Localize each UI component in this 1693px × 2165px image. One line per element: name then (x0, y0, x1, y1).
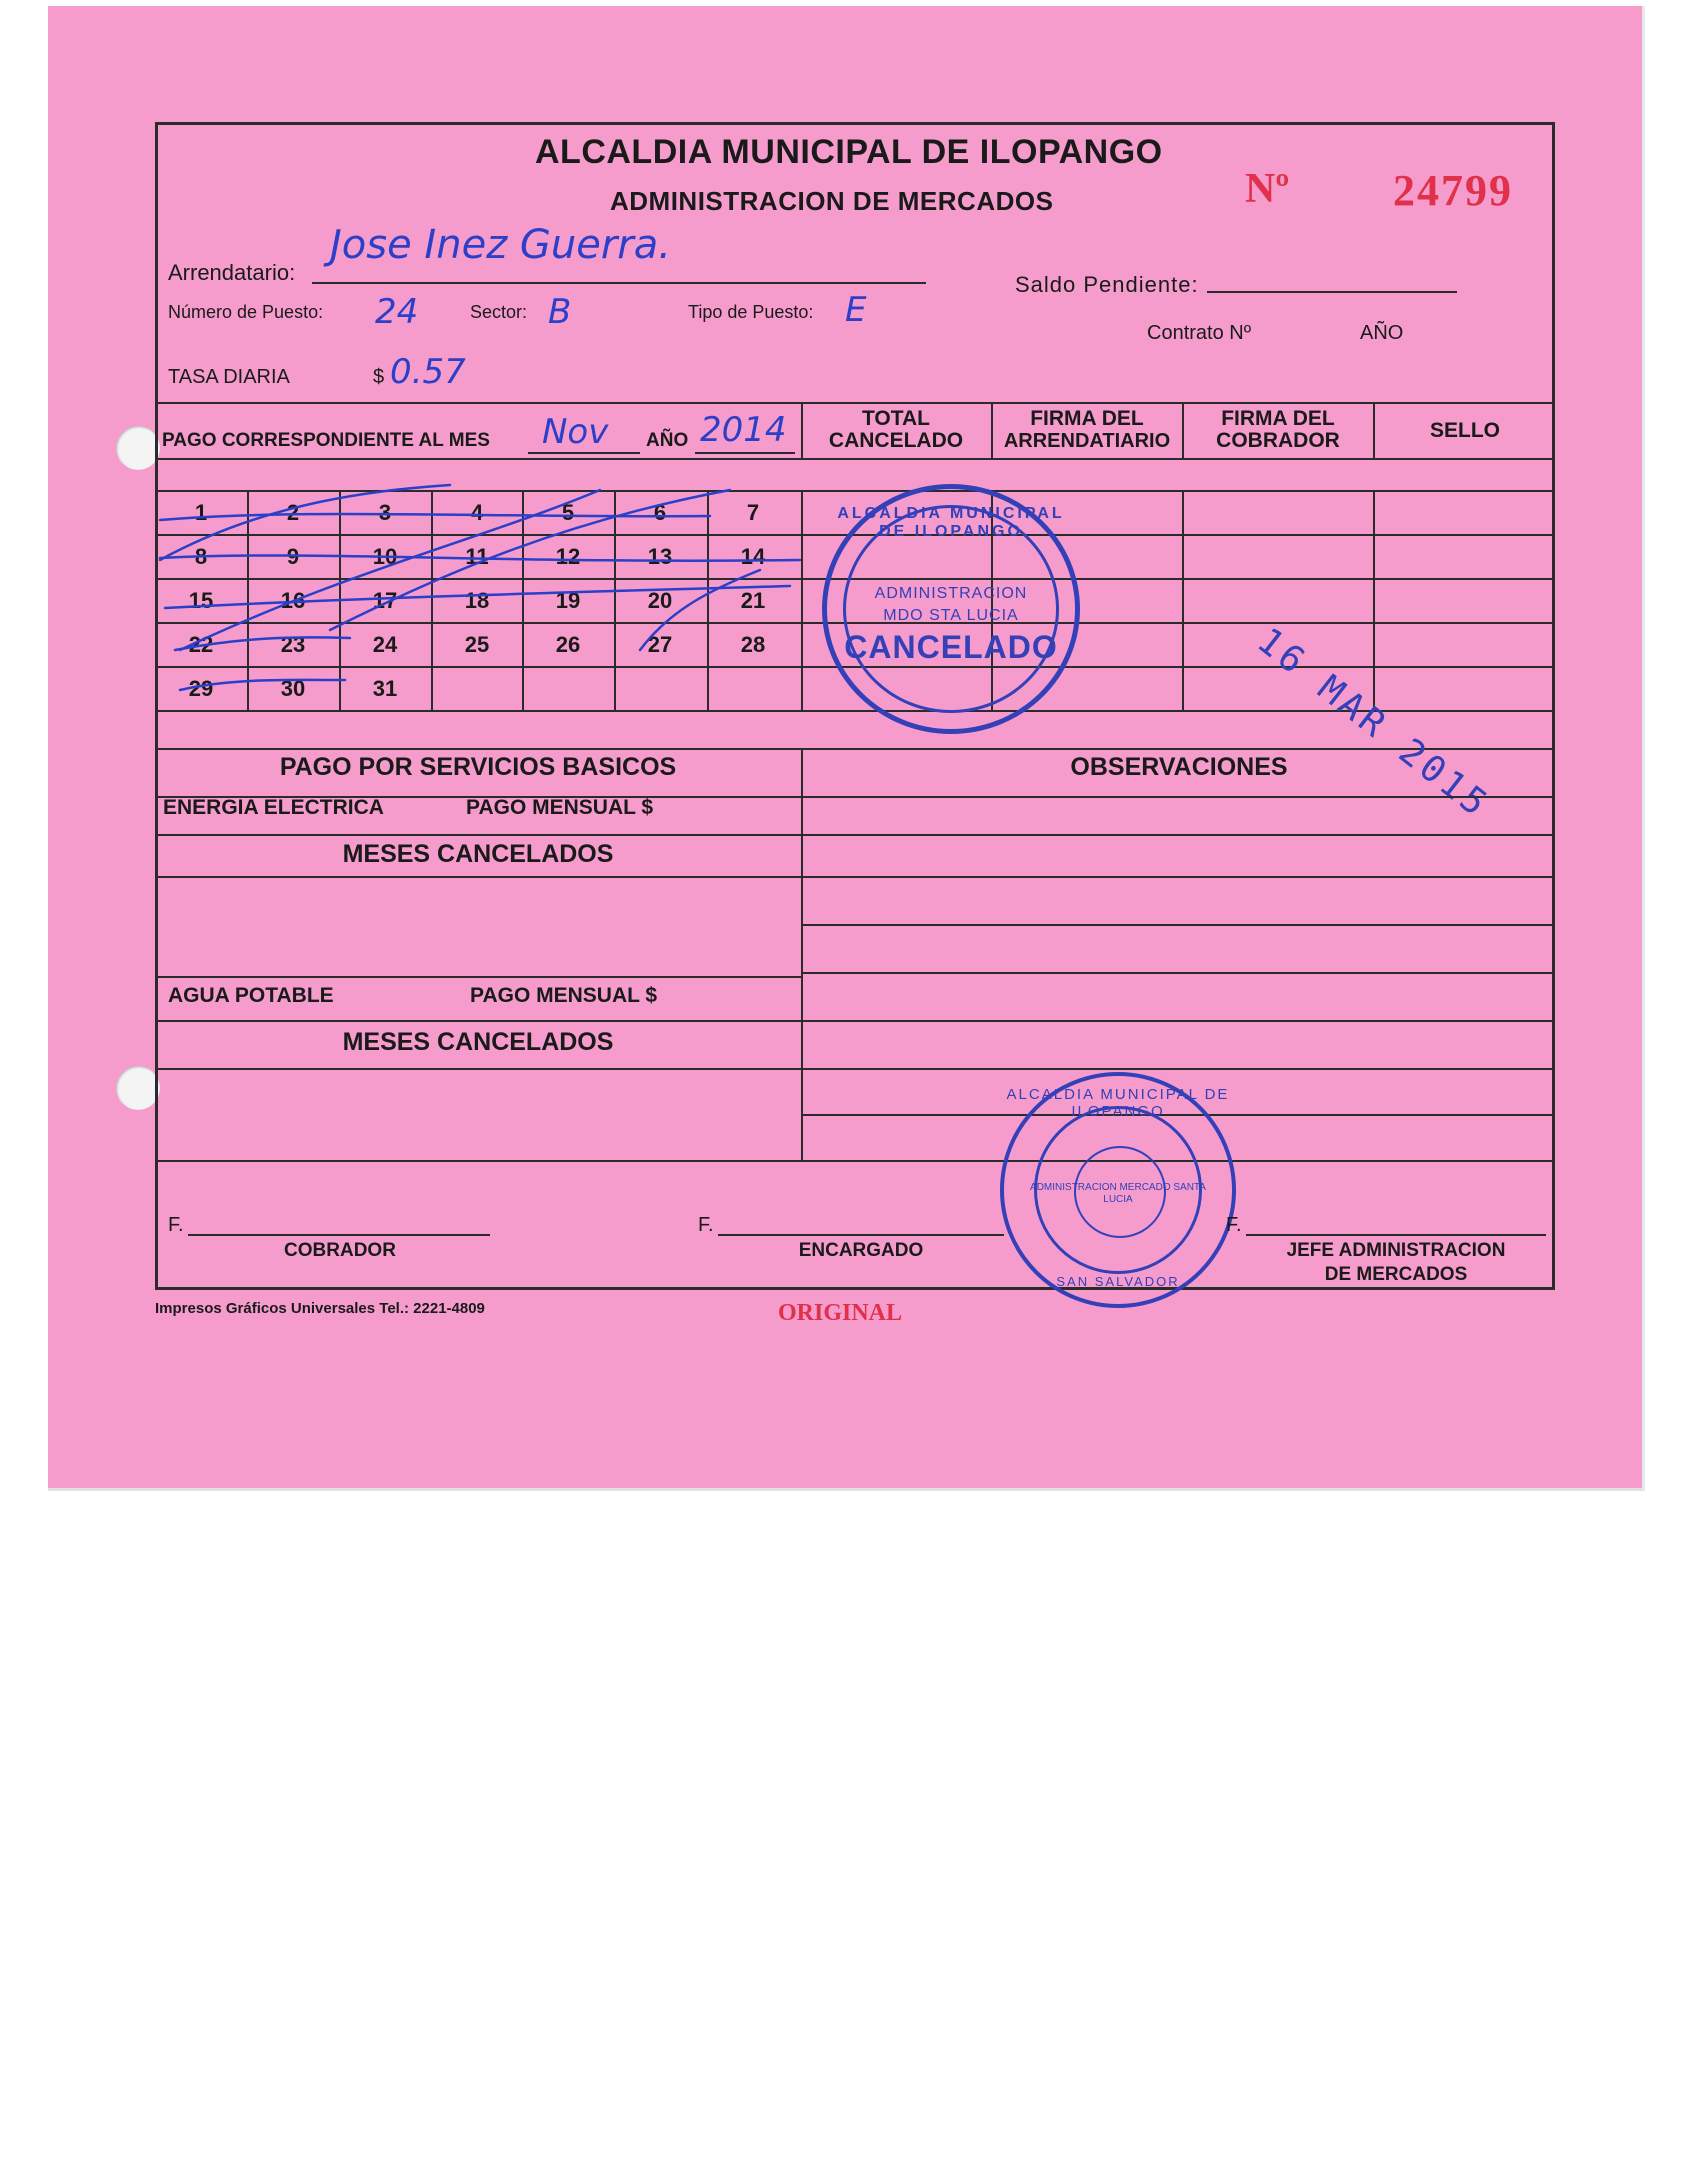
tenant-value: Jose Inez Guerra. (330, 222, 671, 268)
day-cell: 2 (286, 500, 300, 525)
date-stamp: 16 MAR 2015 (1249, 620, 1498, 827)
collector-f-label: F. (168, 1214, 184, 1236)
day-cell: 31 (372, 676, 398, 701)
punch-hole (116, 1066, 160, 1110)
day-cell: 25 (464, 632, 490, 657)
month-line (528, 452, 640, 454)
daily-rate-value: 0.57 (390, 352, 466, 392)
tenant-line (312, 282, 926, 284)
manager-signature-line (718, 1234, 1004, 1236)
month-value: Nov (542, 412, 609, 452)
pending-balance-line (1207, 291, 1457, 293)
day-cell: 3 (378, 500, 392, 525)
collector-signature-line (188, 1234, 490, 1236)
day-cell: 21 (740, 588, 766, 613)
payment-year-value: 2014 (700, 410, 787, 450)
daily-rate-currency: $ (373, 366, 385, 388)
contract-year-label: AÑO (1360, 322, 1404, 344)
payment-year-label: AÑO (646, 430, 689, 451)
printer-info: Impresos Gráficos Universales Tel.: 2221-4809 (155, 1300, 485, 1317)
day-cell: 22 (188, 632, 214, 657)
stall-type-value: E (845, 290, 867, 330)
receipt-number: 24799 (1393, 166, 1513, 215)
manager-signature-label: ENCARGADO (798, 1240, 924, 1261)
total-header-1: TOTAL (861, 407, 931, 430)
table-line (155, 402, 1555, 404)
electric-monthly-label: PAGO MENSUAL $ (466, 796, 654, 819)
day-cell: 30 (280, 676, 306, 701)
payment-year-line (695, 452, 795, 454)
table-line (155, 748, 1555, 750)
department-title: ADMINISTRACION DE MERCADOS (610, 186, 1054, 216)
day-cell: 4 (470, 500, 484, 525)
observations-title: OBSERVACIONES (1070, 753, 1288, 781)
chief-signature-label-2: DE MERCADOS (1324, 1264, 1468, 1285)
day-cell: 24 (372, 632, 398, 657)
pending-balance-label: Saldo Pendiente: (1015, 272, 1199, 297)
day-cell: 27 (647, 632, 673, 657)
day-cell: 29 (188, 676, 214, 701)
electric-label: ENERGIA ELECTRICA (163, 796, 384, 819)
municipal-stamp-inner: ADMINISTRACION MERCADO SANTA LUCIA (1030, 1182, 1206, 1205)
table-line (801, 924, 1555, 926)
chief-f-label: F. (1226, 1214, 1242, 1236)
day-cell: 10 (372, 544, 398, 569)
electric-months-paid: MESES CANCELADOS (342, 840, 614, 868)
municipal-stamp-ring: ALCALDIA MUNICIPAL DE ILOPANGO (1006, 1086, 1230, 1120)
manager-f-label: F. (698, 1214, 714, 1236)
day-cell: 12 (555, 544, 581, 569)
water-months-paid: MESES CANCELADOS (342, 1028, 614, 1056)
day-cell: 17 (372, 588, 398, 613)
stall-type-label: Tipo de Puesto: (688, 302, 814, 322)
day-cell: 28 (740, 632, 766, 657)
day-cell: 26 (555, 632, 581, 657)
municipal-stamp-bottom: SAN SALVADOR (1056, 1274, 1180, 1289)
total-header-2: CANCELADO (828, 429, 964, 452)
table-line (1182, 490, 1184, 710)
cancelado-stamp-line3: CANCELADO (844, 629, 1058, 665)
day-cell: 18 (464, 588, 490, 613)
table-line (801, 748, 803, 1160)
collector-signature-header-2: COBRADOR (1216, 429, 1340, 452)
chief-signature-label-1: JEFE ADMINISTRACION (1286, 1240, 1506, 1261)
cancelado-stamp-ring: ALCALDIA MUNICIPAL DE ILOPANGO (837, 505, 1065, 540)
table-line (155, 876, 1555, 878)
cancelado-stamp-line1: ADMINISTRACION (874, 585, 1028, 602)
table-line (155, 834, 1555, 836)
stall-number-label: Número de Puesto: (168, 302, 324, 322)
table-line (1373, 490, 1375, 710)
day-cell: 19 (555, 588, 581, 613)
table-line (801, 972, 1555, 974)
table-line (155, 458, 1555, 460)
table-line (155, 976, 801, 978)
punch-hole (116, 426, 160, 470)
day-cell: 15 (188, 588, 214, 613)
cancelado-stamp (822, 484, 1080, 734)
day-cell: 7 (746, 500, 760, 525)
table-line (155, 1068, 1555, 1070)
tenant-signature-header-2: ARRENDATIARIO (1003, 430, 1171, 452)
water-monthly-label: PAGO MENSUAL $ (470, 984, 658, 1007)
day-cell: 1 (194, 500, 208, 525)
sector-label: Sector: (470, 302, 528, 322)
day-cell: 6 (653, 500, 667, 525)
contract-label: Contrato Nº (1147, 322, 1252, 344)
copy-label: ORIGINAL (778, 1300, 903, 1326)
water-label: AGUA POTABLE (168, 984, 334, 1007)
table-line (155, 1160, 1555, 1162)
daily-rate-label: TASA DIARIA (168, 366, 290, 388)
day-cell: 13 (647, 544, 673, 569)
strikethrough-marks (150, 480, 850, 730)
tenant-label: Arrendatario: (168, 260, 296, 285)
tenant-signature-header-1: FIRMA DEL (1030, 407, 1144, 430)
chief-signature-line (1246, 1234, 1546, 1236)
day-cell: 14 (740, 544, 766, 569)
seal-header: SELLO (1429, 419, 1500, 442)
day-cell: 5 (561, 500, 575, 525)
day-cell: 16 (280, 588, 306, 613)
receipt-number-label: Nº (1245, 166, 1290, 212)
sector-value: B (548, 292, 572, 332)
municipal-stamp (1000, 1072, 1236, 1308)
day-cell: 9 (286, 544, 300, 569)
table-line (155, 1020, 1555, 1022)
municipality-title: ALCALDIA MUNICIPAL DE ILOPANGO (535, 133, 1163, 171)
stall-number-value: 24 (375, 292, 419, 332)
collector-signature-header-1: FIRMA DEL (1221, 407, 1335, 430)
day-cell: 20 (647, 588, 673, 613)
day-cell: 8 (194, 544, 208, 569)
collector-signature-label: COBRADOR (284, 1240, 396, 1261)
cancelado-stamp-line2: MDO STA LUCIA (883, 607, 1019, 624)
services-title: PAGO POR SERVICIOS BASICOS (279, 753, 677, 781)
day-cell: 23 (280, 632, 306, 657)
month-label: PAGO CORRESPONDIENTE AL MES (162, 430, 490, 451)
day-cell: 11 (465, 544, 489, 569)
